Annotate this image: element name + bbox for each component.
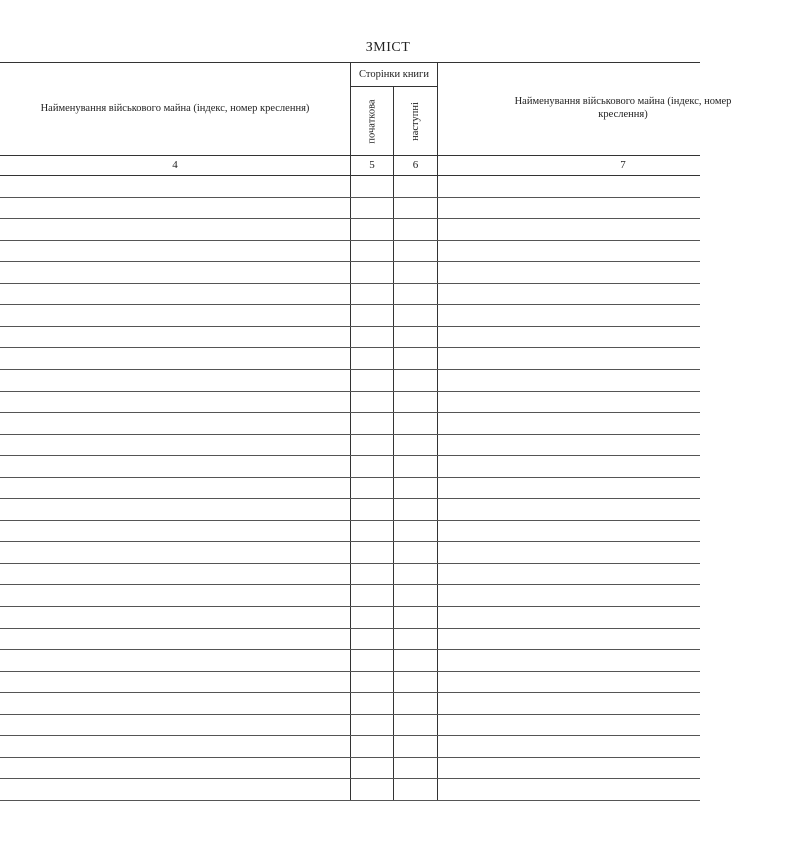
pages-group-divider [351, 86, 437, 87]
table-row-line [0, 455, 700, 456]
table-row-line [0, 778, 700, 779]
table-row-line [0, 735, 700, 736]
table-row-line [0, 671, 700, 672]
table-row-line [0, 412, 700, 413]
table-row-line [0, 649, 700, 650]
table-row-line [0, 541, 700, 542]
table-row-line [0, 240, 700, 241]
table-row-line [0, 606, 700, 607]
table-bottom-border [0, 800, 700, 801]
header-col6-label: наступні [409, 101, 421, 141]
table-row-line [0, 477, 700, 478]
table-row-line [0, 692, 700, 693]
table-row-line [0, 218, 700, 219]
column-number-7: 7 [620, 159, 626, 171]
table-row-line [0, 498, 700, 499]
table-row-line [0, 283, 700, 284]
table-row-line [0, 434, 700, 435]
header-pages-group: Сторінки книги [359, 68, 429, 80]
table-row-line [0, 261, 700, 262]
header-col6 [394, 87, 437, 155]
column-number-5: 5 [369, 159, 375, 171]
header-col4: Найменування військового майна (індекс, номер креслення) [40, 103, 310, 114]
column-number-6: 6 [412, 159, 419, 171]
table-row-line [0, 369, 700, 370]
contents-table [0, 62, 732, 802]
page-title: ЗМІСТ [365, 40, 411, 55]
column-number-4: 4 [172, 159, 178, 171]
table-row-line [0, 628, 700, 629]
table-row-line [0, 304, 700, 305]
table-row-line [0, 197, 700, 198]
table-row-line [0, 326, 700, 327]
header-col5 [351, 87, 393, 155]
table-row-line [0, 714, 700, 715]
divider-col4-col5 [350, 62, 351, 800]
header-col5-label: початкова [366, 98, 378, 144]
header-col7: Найменування військового майна (індекс, номер креслення) [514, 96, 732, 120]
divider-col6-col7 [437, 62, 438, 800]
table-row-line [0, 520, 700, 521]
table-row-line [0, 347, 700, 348]
table-row-line [0, 757, 700, 758]
table-row-line [0, 563, 700, 564]
table-row-line [0, 391, 700, 392]
table-row-line [0, 584, 700, 585]
